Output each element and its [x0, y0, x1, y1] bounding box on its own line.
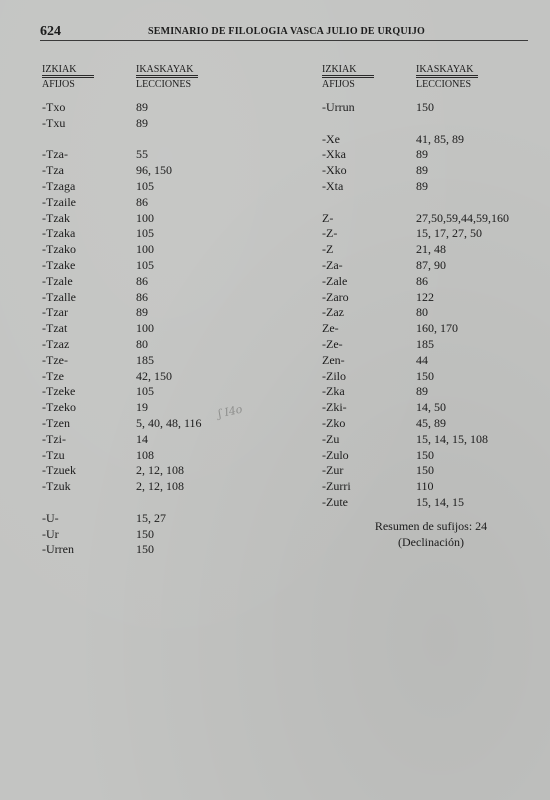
affix-cell: -Tza: [42, 163, 64, 178]
table-row: [322, 479, 542, 495]
lesson-cell: 89: [136, 115, 148, 130]
table-row: [322, 416, 542, 432]
table-row: [322, 495, 542, 511]
lesson-cell: 96, 150: [136, 163, 172, 178]
affix-cell: -Za-: [322, 257, 343, 272]
pencil-annotation: ʃ I4o: [216, 402, 244, 421]
lesson-cell: 21, 48: [416, 242, 446, 257]
lesson-cell: 45, 89: [416, 415, 446, 430]
table-row: [42, 147, 272, 163]
affix-cell: -Tza-: [42, 147, 68, 162]
lesson-cell: 2, 12, 108: [136, 463, 184, 478]
lesson-cell: 150: [416, 447, 434, 462]
table-row: [322, 337, 542, 353]
table-row: [42, 511, 272, 527]
left-affix-column-header: [42, 64, 94, 90]
lesson-cell: 89: [136, 100, 148, 114]
affix-cell: -Tzeke: [42, 384, 76, 399]
lesson-cell: 80: [416, 305, 428, 320]
lesson-cell: 27,50,59,44,59,160: [416, 210, 509, 225]
affix-cell: -Zur: [322, 463, 344, 478]
page-number: 624: [40, 24, 61, 39]
table-row: [322, 132, 542, 148]
lesson-cell: 14: [136, 431, 148, 446]
table-row: [42, 163, 272, 179]
right-table-body: [322, 100, 542, 511]
table-row: [42, 242, 272, 258]
affix-cell: -Ze-: [322, 336, 343, 351]
lesson-cell: 15, 27: [136, 510, 166, 525]
left-col1-heading-spanish: AFIJOS: [42, 77, 94, 90]
table-row: [42, 116, 272, 132]
lesson-cell: 150: [416, 100, 434, 114]
table-row: [42, 321, 272, 337]
table-row: [322, 369, 542, 385]
affix-cell: -Z: [322, 242, 334, 257]
summary-category-line: (Declinación): [398, 535, 464, 549]
right-affix-table: [322, 64, 542, 511]
table-row: [322, 274, 542, 290]
lesson-cell: 108: [136, 447, 154, 462]
lesson-cell: 2, 12, 108: [136, 479, 184, 494]
right-col1-heading-spanish: AFIJOS: [322, 77, 374, 90]
left-col2-heading-basque: IKASKAYAK: [136, 64, 198, 76]
suffix-summary: [346, 518, 516, 550]
table-row: [322, 242, 542, 258]
left-table-header: [42, 64, 272, 90]
lesson-cell: 86: [136, 194, 148, 209]
table-row: [322, 147, 542, 163]
lesson-cell: 42, 150: [136, 368, 172, 383]
affix-cell: -Zilo: [322, 368, 346, 383]
affix-cell: -Ur: [42, 526, 59, 541]
lesson-cell: 150: [416, 463, 434, 478]
table-row: [42, 226, 272, 242]
affix-cell: -Xe: [322, 131, 340, 146]
table-row: [42, 337, 272, 353]
affix-cell: -Tze-: [42, 352, 68, 367]
left-table-body: [42, 100, 272, 558]
table-row: [42, 353, 272, 369]
lesson-cell: 19: [136, 400, 148, 415]
lesson-cell: 105: [136, 257, 154, 272]
affix-cell: -Tzaka: [42, 226, 76, 241]
lesson-cell: 14, 50: [416, 400, 446, 415]
table-row: [322, 305, 542, 321]
lesson-cell: 122: [416, 289, 434, 304]
lesson-cell: 89: [416, 147, 428, 162]
lesson-cell: 185: [136, 352, 154, 367]
lesson-cell: 55: [136, 147, 148, 162]
lesson-cell: 150: [136, 542, 154, 557]
affix-cell: -Zki-: [322, 400, 347, 415]
table-row: [42, 179, 272, 195]
table-gap: [322, 116, 542, 132]
table-row: [42, 305, 272, 321]
affix-cell: -Tzar: [42, 305, 68, 320]
lesson-cell: 15, 17, 27, 50: [416, 226, 482, 241]
header-rule: [40, 40, 528, 41]
lesson-cell: 160, 170: [416, 321, 458, 336]
affix-cell: -Zaz: [322, 305, 344, 320]
affix-cell: -Zu: [322, 431, 340, 446]
affix-cell: -Xta: [322, 178, 344, 193]
lesson-cell: 89: [136, 305, 148, 320]
lesson-cell: 89: [416, 178, 428, 193]
lesson-cell: 150: [136, 526, 154, 541]
table-row: [322, 448, 542, 464]
lesson-cell: 41, 85, 89: [416, 131, 464, 146]
affix-cell: -Tzak: [42, 210, 70, 225]
table-row: [322, 384, 542, 400]
affix-cell: -Tzuek: [42, 463, 76, 478]
lesson-cell: 15, 14, 15: [416, 494, 464, 509]
affix-cell: -Zulo: [322, 447, 349, 462]
right-affix-column-header: [322, 64, 374, 90]
affix-cell: -Tzeko: [42, 400, 76, 415]
lesson-cell: 80: [136, 336, 148, 351]
affix-cell: -Zko: [322, 415, 346, 430]
table-row: [42, 542, 272, 558]
running-head: SEMINARIO DE FILOLOGIA VASCA JULIO DE URQUIJO: [148, 26, 426, 37]
affix-cell: -Tzat: [42, 321, 68, 336]
affix-cell: Z-: [322, 210, 334, 225]
right-table-header: [322, 64, 542, 90]
lesson-cell: 89: [416, 384, 428, 399]
right-col2-heading-basque: IKASKAYAK: [416, 64, 478, 76]
lesson-cell: 105: [136, 178, 154, 193]
lesson-cell: 5, 40, 48, 116: [136, 415, 202, 430]
right-col1-heading-basque: IZKIAK: [322, 64, 374, 76]
table-row: [42, 448, 272, 464]
affix-cell: -Urrun: [322, 100, 355, 114]
affix-cell: -Zurri: [322, 479, 351, 494]
affix-cell: -Xka: [322, 147, 346, 162]
lesson-cell: 87, 90: [416, 257, 446, 272]
affix-cell: Ze-: [322, 321, 339, 336]
table-row: [322, 290, 542, 306]
affix-cell: -Zka: [322, 384, 345, 399]
affix-cell: -Z-: [322, 226, 338, 241]
table-gap: [42, 132, 272, 148]
right-lesson-column-header: [416, 64, 478, 90]
lesson-cell: 100: [136, 242, 154, 257]
affix-cell: -Tzalle: [42, 289, 76, 304]
affix-cell: Zen-: [322, 352, 345, 367]
left-col2-heading-spanish: LECCIONES: [136, 77, 198, 90]
affix-cell: -Txo: [42, 100, 66, 114]
table-row: [42, 463, 272, 479]
lesson-cell: 15, 14, 15, 108: [416, 431, 488, 446]
table-row: [42, 258, 272, 274]
affix-cell: -Xko: [322, 163, 347, 178]
affix-cell: -Urren: [42, 542, 74, 557]
affix-cell: -Txu: [42, 115, 66, 130]
right-col2-heading-spanish: LECCIONES: [416, 77, 478, 90]
affix-cell: -Tzale: [42, 273, 73, 288]
lesson-cell: 86: [136, 273, 148, 288]
table-row: [42, 432, 272, 448]
table-row: [322, 258, 542, 274]
affix-cell: -Tzake: [42, 257, 76, 272]
table-row: [42, 479, 272, 495]
affix-cell: -Zute: [322, 494, 348, 509]
table-row: [322, 463, 542, 479]
table-row: [322, 211, 542, 227]
table-row: [42, 274, 272, 290]
table-row: [42, 100, 272, 116]
table-row: [322, 226, 542, 242]
affix-cell: -Tzi-: [42, 431, 66, 446]
lesson-cell: 86: [416, 273, 428, 288]
lesson-cell: 110: [416, 479, 434, 494]
lesson-cell: 86: [136, 289, 148, 304]
left-lesson-column-header: [136, 64, 198, 90]
affix-cell: -U-: [42, 510, 59, 525]
table-gap: [42, 495, 272, 511]
lesson-cell: 150: [416, 368, 434, 383]
table-gap: [322, 195, 542, 211]
lesson-cell: 100: [136, 210, 154, 225]
table-row: [322, 353, 542, 369]
table-row: [42, 527, 272, 543]
affix-cell: -Tzaga: [42, 178, 76, 193]
affix-cell: -Tzuk: [42, 479, 71, 494]
lesson-cell: 105: [136, 384, 154, 399]
affix-cell: -Tzaile: [42, 194, 76, 209]
lesson-cell: 44: [416, 352, 428, 367]
table-row: [42, 211, 272, 227]
affix-cell: -Tzaz: [42, 336, 70, 351]
table-row: [322, 321, 542, 337]
lesson-cell: 100: [136, 321, 154, 336]
affix-cell: -Zaro: [322, 289, 349, 304]
lesson-cell: 89: [416, 163, 428, 178]
table-row: [322, 432, 542, 448]
table-row: [322, 100, 542, 116]
table-row: [42, 195, 272, 211]
affix-cell: -Tzu: [42, 447, 65, 462]
lesson-cell: 105: [136, 226, 154, 241]
table-row: [42, 416, 272, 432]
affix-cell: -Tzako: [42, 242, 76, 257]
table-row: [42, 369, 272, 385]
table-row: [322, 400, 542, 416]
affix-cell: -Zale: [322, 273, 348, 288]
affix-cell: -Tze: [42, 368, 64, 383]
affix-cell: -Tzen: [42, 415, 70, 430]
summary-count-line: Resumen de sufijos: 24: [374, 519, 488, 533]
left-col1-heading-basque: IZKIAK: [42, 64, 94, 76]
table-row: [322, 163, 542, 179]
lesson-cell: 185: [416, 336, 434, 351]
table-row: [42, 290, 272, 306]
table-row: [42, 384, 272, 400]
left-affix-table: [42, 64, 272, 558]
table-row: [322, 179, 542, 195]
